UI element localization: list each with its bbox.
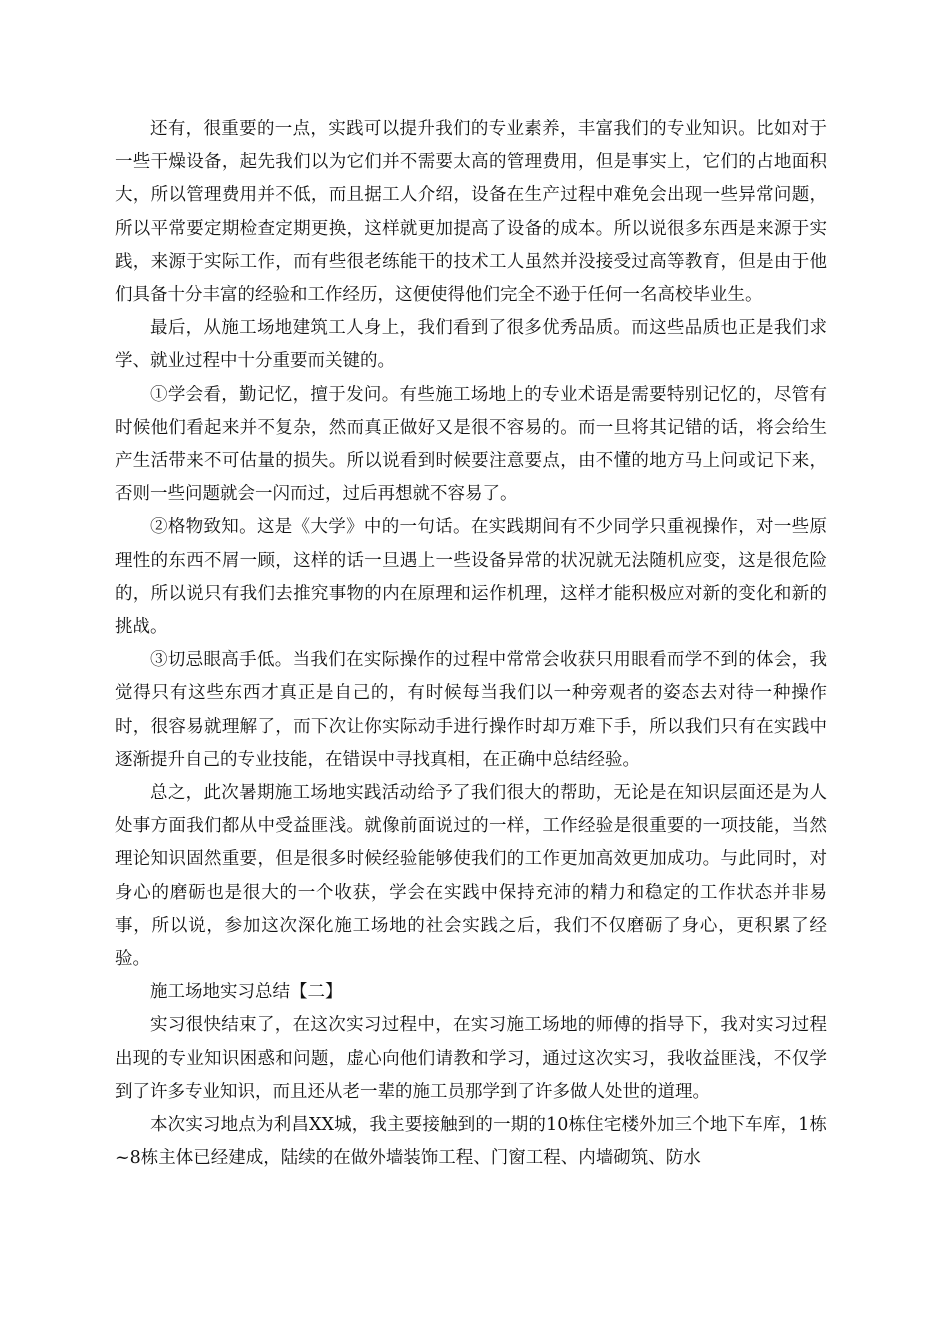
paragraph-internship-location: 本次实习地点为利昌XX城，我主要接触到的一期的10栋住宅楼外加三个地下车库，1栋~8栋主体已经建成，陆续的在做外墙装饰工程、门窗工程、内墙砌筑、防水 [115,1115,827,1169]
paragraph-point-one: ①学会看，勤记忆，擅于发问。有些施工场地上的专业术语是需要特别记忆的，尽管有时候他们看起来并不复杂，然而真正做好又是很不容易的。而一旦将其记错的话，将会给生产生活带来不可估量的损失。所以说看到时候要注意要点，由不懂的地方马上问或记下来，否则一些问题就会一闪而过，过后再想就不容易了。 [115,384,827,505]
paragraph-point-two: ②格物致知。这是《大学》中的一句话。在实践期间有不少同学只重视操作，对一些原理性的东西不屑一顾，这样的话一旦遇上一些设备异常的状况就无法随机应变，这是很危险的，所以说只有我们去推究事物的内在原理和运作机理，这样才能积极应对新的变化和新的挑战。 [115,517,827,638]
paragraph-point-three: ③切忌眼高手低。当我们在实际操作的过程中常常会收获只用眼看而学不到的体会，我觉得只有这些东西才真正是自己的，有时候每当我们以一种旁观者的姿态去对待一种操作时，很容易就理解了，而下次让你实际动手进行操作时却万难下手，所以我们只有在实践中逐渐提升自己的专业技能，在错误中寻找真相，在正确中总结经验。 [115,650,827,770]
section-heading: 施工场地实习总结【二】 [150,982,343,1003]
document-page [115,113,827,1176]
paragraph-conclusion: 总之，此次暑期施工场地实践活动给予了我们很大的帮助，无论是在知识层面还是为人处事方面我们都从中受益匪浅。就像前面说过的一样，工作经验是很重要的一项技能，当然理论知识固然重要，但是很多时候经验能够使我们的工作更加高效更加成功。与此同时，对身心的磨砺也是很大的一个收获，学会在实践中保持充沛的精力和稳定的工作状态并非易事，所以说，参加这次深化施工场地的社会实践之后，我们不仅磨砺了身心，更积累了经验。 [115,783,827,970]
paragraph-worker-qualities: 最后，从施工场地建筑工人身上，我们看到了很多优秀品质。而这些品质也正是我们求学、就业过程中十分重要而关键的。 [115,318,827,372]
paragraph-practice-benefits: 还有，很重要的一点，实践可以提升我们的专业素养，丰富我们的专业知识。比如对于一些干燥设备，起先我们以为它们并不需要太高的管理费用，但是事实上，它们的占地面积大，所以管理费用并不低，而且据工人介绍，设备在生产过程中难免会出现一些异常问题，所以平常要定期检查定期更换，这样就更加提高了设备的成本。所以说很多东西是来源于实践，来源于实际工作，而有些很老练能干的技术工人虽然并没接受过高等教育，但是由于他们具备十分丰富的经验和工作经历，这便使得他们完全不逊于任何一名高校毕业生。 [115,119,827,306]
paragraph-internship-summary: 实习很快结束了，在这次实习过程中，在实习施工场地的师傅的指导下，我对实习过程出现的专业知识困惑和问题，虚心向他们请教和学习，通过这次实习，我收益匪浅，不仅学到了许多专业知识，而且还从老一辈的施工员那学到了许多做人处世的道理。 [115,1015,827,1102]
